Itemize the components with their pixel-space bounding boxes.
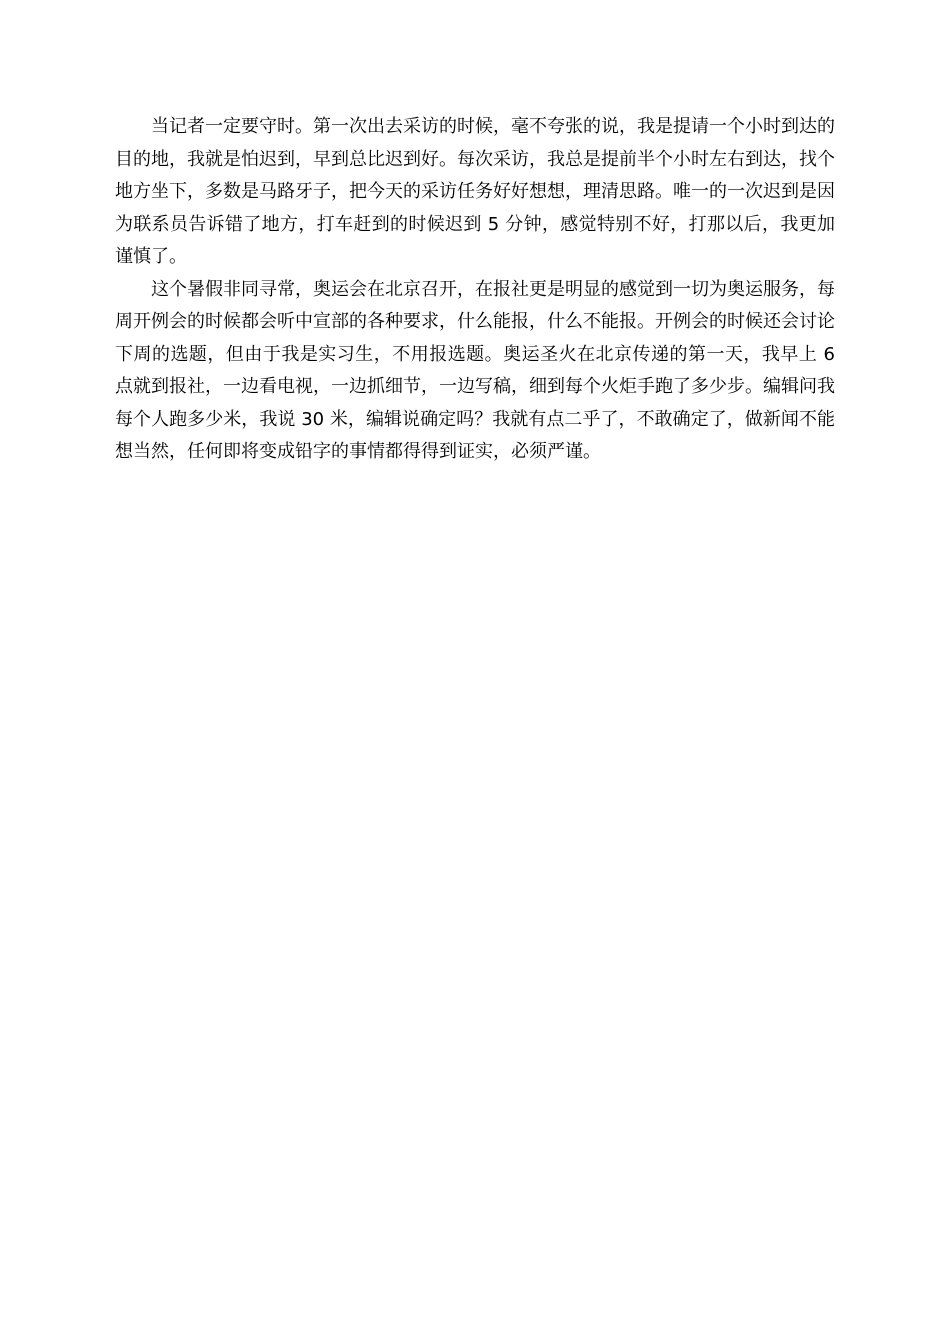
paragraph-punctuality: 当记者一定要守时。第一次出去采访的时候，毫不夸张的说，我是提请一个小时到达的目的地，我就是怕迟到，早到总比迟到好。每次采访，我总是提前半个小时左右到达，找个地方坐下，多数是马路牙子，把今天的采访任务好好想想，理清思路。唯一的一次迟到是因为联系员告诉错了地方，打车赶到的时候迟到 5 分钟，感觉特别不好，打那以后，我更加谨慎了。 [115, 116, 835, 267]
document-body [115, 111, 835, 469]
paragraph-olympics-summer: 这个暑假非同寻常，奥运会在北京召开，在报社更是明显的感觉到一切为奥运服务，每周开例会的时候都会听中宣部的各种要求，什么能报，什么不能报。开例会的时候还会讨论下周的选题，但由于我是实习生，不用报选题。奥运圣火在北京传递的第一天，我早上 6 点就到报社，一边看电视，一边抓细节，一边写稿，细到每个火炬手跑了多少步。编辑问我每个人跑多少米，我说 30 米，编辑说确定吗？我就有点二乎了，不敢确定了，做新闻不能想当然，任何即将变成铅字的事情都得得到证实，必须严谨。 [115, 278, 835, 462]
